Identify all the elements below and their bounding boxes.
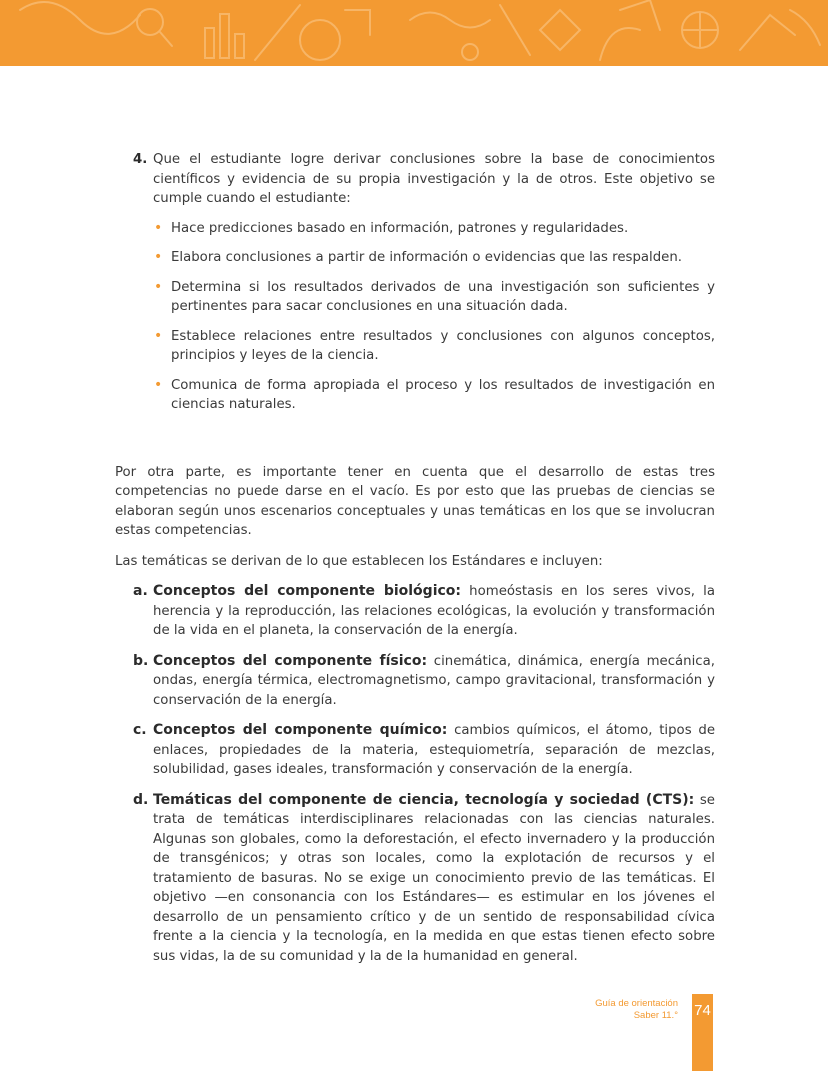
page-content (115, 150, 715, 977)
topic-marker: d. (133, 791, 149, 808)
bullet-list (115, 219, 715, 415)
topic-heading: Conceptos del componente biológico: (153, 583, 462, 599)
topic-marker: b. (133, 652, 149, 669)
item-text: Que el estudiante logre derivar conclusiones sobre la base de conocimientos científicos y evidencia de su propia investigación y la de otros. Este objetivo se cumple cuando el estudiante: (153, 152, 715, 206)
topic-text: cambios químicos, el átomo, tipos de enlaces, propiedades de la materia, estequiometría, separación de mezclas, solubilidad, gases ideales, transformación y conservación de la energía. (153, 723, 715, 777)
list-item: • Determina si los resultados derivados de una investigación son suficientes y pertinentes para sacar conclusiones en una situación dada. (154, 278, 715, 314)
topic-item-a (115, 582, 715, 641)
list-item: • Elabora conclusiones a partir de información o evidencias que las respalden. (171, 248, 715, 268)
numbered-item-4 (115, 150, 715, 209)
paragraph: Las temáticas se derivan de lo que establecen los Estándares e incluyen: (115, 553, 603, 569)
topics-list (115, 582, 715, 966)
bullet-icon: • (154, 278, 163, 295)
paragraph: Por otra parte, es importante tener en cuenta que el desarrollo de estas tres competencias no puede darse en el vacío. Es por esto que las pruebas de ciencias se elaboran según unos escenarios conceptuales y unas temáticas en los que se involucran estas competencias. (115, 464, 715, 538)
bullet-icon: • (154, 219, 163, 236)
list-item: • Hace predicciones basado en información, patrones y regularidades. (171, 219, 715, 239)
banner-pattern-icon (0, 0, 828, 66)
item-marker: 4. (133, 152, 148, 167)
topic-marker: c. (133, 722, 147, 738)
topic-text: cinemática, dinámica, energía mecánica, ondas, energía térmica, electromagnetismo, campo gravitacional, transformación y conservación de la energía. (153, 653, 715, 708)
footer-line-1: Guía de orientación (595, 998, 678, 1009)
list-item: • Establece relaciones entre resultados y conclusiones con algunos conceptos, principios y leyes de la ciencia. (154, 327, 715, 363)
topic-heading: Temáticas del componente de ciencia, tecnología y sociedad (CTS): (153, 791, 695, 808)
topic-item-d (115, 791, 715, 967)
header-banner (0, 0, 828, 66)
bullet-icon: • (154, 327, 163, 344)
topic-heading: Conceptos del componente químico: (153, 722, 448, 738)
topic-heading: Conceptos del componente físico: (153, 652, 428, 669)
topic-item-c (115, 721, 715, 780)
topic-text: se trata de temáticas interdisciplinares relacionadas con las ciencias naturales. Algunas son globales, como la deforestación, el efecto invernadero y la producción de transgénicos; y otras son locales, como la explotación de recursos y el tratamiento de basuras. No se exige un conocimiento previo de las temáticas. El objetivo —en consonancia con los Estándares— es estimular en los jóvenes el desarrollo de un pensamiento crítico y de un sentido de responsabilidad cívica frente a la ciencia y la tecnología, en la medida en que estas tienen efecto sobre sus vidas, la de su comunidad y la de la humanidad en general. (153, 792, 715, 964)
footer-guide-title (595, 998, 678, 1022)
topic-item-b (115, 652, 715, 711)
page-number: 74 (694, 1002, 711, 1019)
bullet-icon: • (154, 249, 163, 265)
footer-line-2: Saber 11.° (633, 1010, 678, 1021)
topic-marker: a. (133, 583, 148, 599)
topic-text: homeóstasis en los seres vivos, la herencia y la reproducción, las relaciones ecológicas, la evolución y transformación de la vida en el planeta, la conservación de la energía. (153, 584, 715, 638)
bullet-icon: • (154, 376, 163, 393)
list-item: • Comunica de forma apropiada el proceso y los resultados de investigación en ciencias naturales. (154, 376, 715, 412)
